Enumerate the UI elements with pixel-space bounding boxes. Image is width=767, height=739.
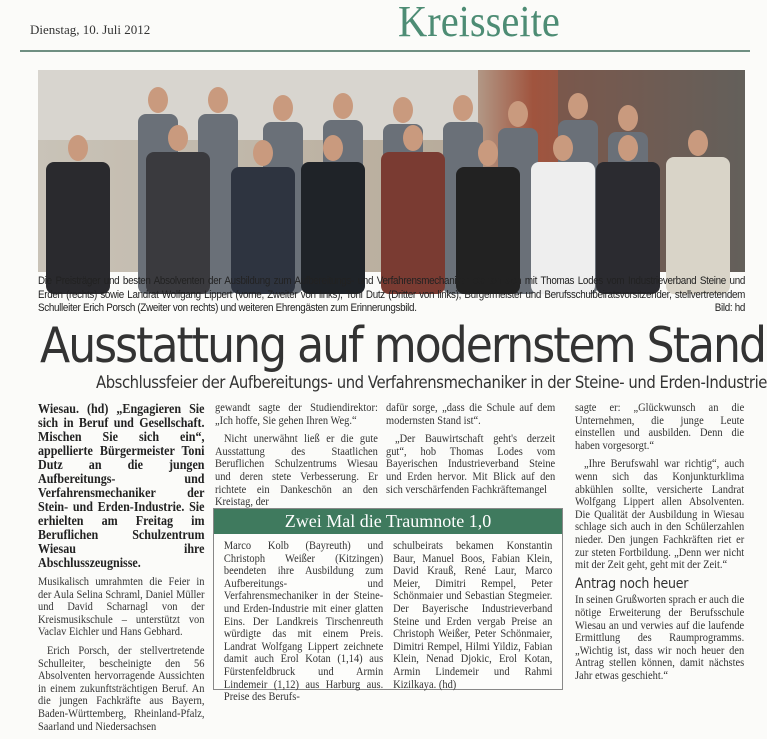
paragraph: Nicht unerwähnt ließ er die gute Ausstattung des Staatlichen Beruflichen Schulzentrums Wiesau und deren stete Verbesserung. Er richtete ein Dankeschön an den Kreistag, der	[215, 432, 378, 509]
info-box-right: schulbeirats bekamen Konstantin Baur, Manuel Boos, Fabian Klein, David Krauß, René Laur, Marco Meier, Dimitri Rempel, Peter Schönmaier und Sebastian Stegmeier. Der Bayerische Industrieverband Steine und Erden vergab Preise an Christoph Weißer, Peter Schönmaier, Dimitri Rempel, Hilmi Yildiz, Fabian Klein, Nenad Djokic, Erol Kotan, Armin Lindemeir und Rahmi Kizilkaya. (hd)	[393, 539, 553, 691]
section-title: Kreisseite	[398, 0, 560, 46]
header-rule	[20, 50, 750, 52]
paragraph: dafür sorge, „dass die Schule auf dem modernsten Stand ist“.	[386, 401, 556, 427]
photo-caption	[38, 275, 745, 316]
person	[618, 135, 638, 161]
paragraph: Erich Porsch, der stellvertretende Schulleiter, bescheinigte den 56 Absolventen hervorragende Aussichten in einem zukunftsträchtigen Beruf. An die jungen Fachkräfte aus Bayern, Baden-Württemberg, Rheinland-Pfalz, Saarland und Niedersachsen	[38, 643, 205, 733]
person	[68, 135, 88, 161]
paragraph: gewandt sagte der Studiendirektor: „Ich hoffe, Sie gehen Ihren Weg.“	[215, 401, 378, 427]
lead-paragraph: Wiesau. (hd) „Engagieren Sie sich in Beruf und Gesellschaft. Mischen Sie sich ein“, appellierte Bürgermeister Toni Dutz an die jungen Aufbereitungs- und Verfahrensmechaniker der Stein- und Erden-Industrie. Sie erhielten am Freitag im Beruflichen Schulzentrum Wiesau ihre Abschlusszeugnisse.	[38, 401, 205, 570]
person	[273, 95, 293, 121]
info-box-title: Zwei Mal die Traumnote 1,0	[214, 509, 562, 534]
person	[208, 87, 228, 113]
info-box-left: Marco Kolb (Bayreuth) und Christoph Weißer (Kitzingen) beendeten ihre Ausbildung zum Aufbereitungs- und Verfahrensmechaniker in der Steine- und Erden-Industrie mit einer glatten Eins. Der Landkreis Tirschenreuth würdigte das mit einem Preis. Landrat Wolfgang Lippert zeichnete damit auch Erol Kotan (1,14) aus Fürstenfeldbruck und Armin Lindemeir (1,12) aus Harburg aus. Preise des Berufs-	[223, 539, 384, 704]
person	[478, 140, 498, 166]
person	[403, 125, 423, 151]
column-4	[575, 402, 744, 688]
person	[168, 125, 188, 151]
column-2	[215, 402, 378, 515]
caption-text: Die Preisträger und besten Absolventen der Ausbildung zum Aufbereitungs- und Verfahrensmechaniker stellten sich mit Thomas Lodes vom Industrieverband Steine und Erden (rechts) sowie Landrat Wolfgang Lippert (vorne, Zweiter von links), Toni Dutz (Dritter von links), Bürgermeister und Berufsschulbeiratsvorsitzender, stellvertretendem Schulleiter Erich Porsch (Zweiter von rechts) und weiteren Ehrengästen zum Erinnerungsbild.	[38, 275, 746, 314]
subtitle: Abschlussfeier der Aufbereitungs- und Verfahrensmechaniker in der Steine- und Erden-Industrie	[96, 373, 767, 392]
info-box	[213, 508, 563, 704]
person	[146, 152, 210, 294]
paragraph: „Der Bauwirtschaft geht's derzeit gut“, hob Thomas Lodes vom Bayerischen Industrieverband Steine und Erden hervor. Mit Blick auf den sich verschärfenden Fachkräftemangel	[386, 432, 556, 496]
paragraph: In seinen Grußworten sprach er auch die nötige Erweiterung der Berufsschule Wiesau an und verwies auf die laufende Ermittlung des Raumprogramms. „Wichtig ist, dass wir noch heuer den Antrag stellen können, damit nächstes Jahr etwas geschieht.“	[575, 593, 745, 682]
issue-date: Dienstag, 10. Juli 2012	[30, 22, 151, 37]
paragraph: sagte er: „Glückwunsch an die Unternehmen, die junge Leute einstellen und ausbilden. Denn die haben vorgesorgt.“	[575, 401, 745, 452]
person	[666, 157, 730, 294]
person	[393, 97, 413, 123]
person	[253, 140, 273, 166]
paragraph: Musikalisch umrahmten die Feier in der Aula Selina Schraml, Daniel Müller und David Scharnagl von der Kreismusikschule – unterstützt von Vaclav Eichler und Hans Gebhard.	[38, 575, 205, 639]
person	[508, 101, 528, 127]
person	[688, 130, 708, 156]
person	[553, 135, 573, 161]
headline: Ausstattung auf modernstem Stand	[40, 317, 766, 374]
subheading: Antrag noch heuer	[575, 575, 689, 592]
group-photo	[38, 70, 745, 272]
person	[381, 152, 445, 294]
person	[453, 95, 473, 121]
column-3	[386, 402, 555, 502]
person	[618, 105, 638, 131]
person	[333, 93, 353, 119]
photo-credit: Bild: hd	[714, 302, 746, 314]
person	[148, 87, 168, 113]
paragraph: „Ihre Berufswahl war richtig“, auch wenn sich das Konjunkturklima abkühlen sollte, versicherte Landrat Wolfgang Lippert allen Absolventen. Die Qualität der Ausbildung in Wiesau schlage sich auch in den Schülerzahlen nieder. Den jungen Fachkräften riet er zur steten Fortbildung. „Denn wer nicht mit der Zeit geht, geht mit der Zeit.“	[575, 457, 745, 572]
person	[323, 135, 343, 161]
column-1	[38, 402, 205, 739]
person	[568, 93, 588, 119]
